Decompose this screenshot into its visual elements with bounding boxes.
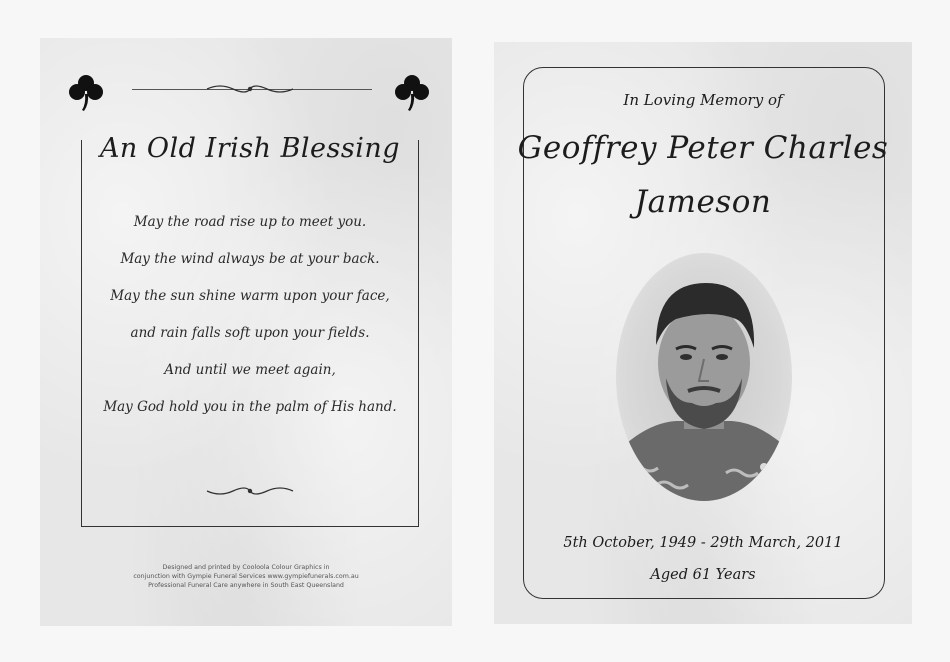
verse-line: May the wind always be at your back. bbox=[120, 251, 380, 267]
deceased-name-line-2: Jameson bbox=[634, 184, 772, 220]
memorial-cover-card bbox=[494, 42, 912, 624]
verse-line: And until we meet again, bbox=[164, 362, 336, 378]
life-dates: 5th October, 1949 - 29th March, 2011 bbox=[563, 535, 843, 551]
blessing-card bbox=[40, 38, 452, 626]
printer-credit-line: Designed and printed by Cooloola Colour Graphics in bbox=[162, 564, 330, 571]
shamrock-icon bbox=[66, 72, 106, 112]
flourish-ornament bbox=[205, 484, 295, 498]
memorial-heading: In Loving Memory of bbox=[623, 91, 783, 109]
blessing-title: An Old Irish Blessing bbox=[99, 133, 401, 164]
shamrock-icon bbox=[392, 72, 432, 112]
portrait-illustration bbox=[616, 253, 792, 501]
verse-line: May God hold you in the palm of His hand. bbox=[103, 399, 397, 415]
printer-credit-line: Professional Funeral Care anywhere in South East Queensland bbox=[148, 582, 344, 589]
deceased-name-line-1: Geoffrey Peter Charles bbox=[517, 130, 889, 166]
age-at-death: Aged 61 Years bbox=[650, 567, 756, 583]
verse-line: and rain falls soft upon your fields. bbox=[130, 325, 370, 341]
verse-line: May the road rise up to meet you. bbox=[133, 214, 367, 230]
portrait-photo bbox=[616, 253, 792, 501]
flourish-ornament bbox=[205, 82, 295, 96]
verse-line: May the sun shine warm upon your face, bbox=[110, 288, 390, 304]
printer-credit-line: conjunction with Gympie Funeral Services www.gympiefunerals.com.au bbox=[133, 573, 359, 580]
